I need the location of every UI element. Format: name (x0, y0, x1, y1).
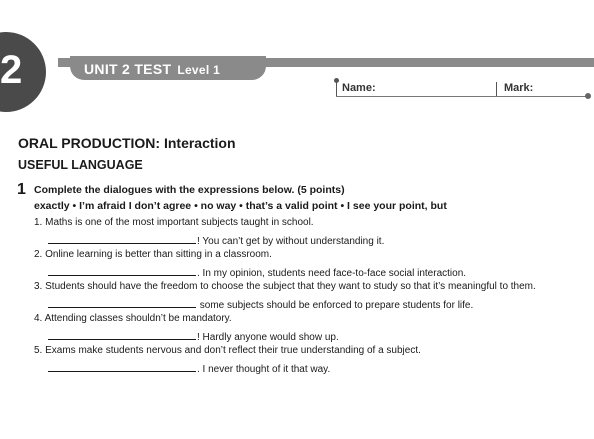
name-mark-underline (336, 96, 588, 97)
mark-divider (496, 82, 497, 96)
item-answer-line (48, 233, 384, 248)
item-answer-line (48, 329, 339, 344)
end-dot-icon (585, 93, 591, 99)
section-subtitle: USEFUL LANGUAGE (18, 158, 143, 172)
mark-field-label: Mark: (504, 82, 534, 94)
answer-blank[interactable] (48, 329, 196, 340)
answer-blank[interactable] (48, 265, 196, 276)
item-answer-text: . In my opinion, students need face-to-face social interaction. (197, 268, 467, 279)
exercise-number: 1 (17, 181, 26, 198)
item-answer-text: ! You can’t get by without understanding it. (197, 236, 385, 247)
test-level: Level 1 (177, 63, 221, 77)
item-answer-text: . I never thought of it that way. (197, 364, 331, 375)
expression-bank: exactly • I’m afraid I don’t agree • no way • that’s a valid point • I see your point, but (34, 200, 447, 212)
item-prompt: 1. Maths is one of the most important subjects taught in school. (34, 217, 314, 228)
item-answer-line (48, 297, 473, 312)
section-title: ORAL PRODUCTION: Interaction (18, 135, 236, 151)
item-prompt: 5. Exams make students nervous and don’t reflect their true understanding of a subject. (34, 345, 421, 356)
answer-blank[interactable] (48, 297, 196, 308)
item-answer-text: some subjects should be enforced to prepare students for life. (197, 300, 474, 311)
item-answer-text: ! Hardly anyone would show up. (197, 332, 339, 343)
item-prompt: 4. Attending classes shouldn’t be mandatory. (34, 313, 232, 324)
item-answer-line (48, 265, 466, 280)
answer-blank[interactable] (48, 233, 196, 244)
item-answer-line (48, 361, 330, 376)
exercise-instruction: Complete the dialogues with the expressions below. (5 points) (34, 184, 345, 196)
name-divider (336, 80, 337, 96)
item-prompt: 3. Students should have the freedom to choose the subject that they want to study so that it’s meaningful to them. (34, 281, 536, 292)
unit-number: 2 (0, 48, 23, 92)
item-prompt: 2. Online learning is better than sitting in a classroom. (34, 249, 272, 260)
test-title (84, 61, 220, 78)
answer-blank[interactable] (48, 361, 196, 372)
test-title-text: UNIT 2 TEST (84, 61, 172, 77)
name-field-label: Name: (342, 82, 376, 94)
